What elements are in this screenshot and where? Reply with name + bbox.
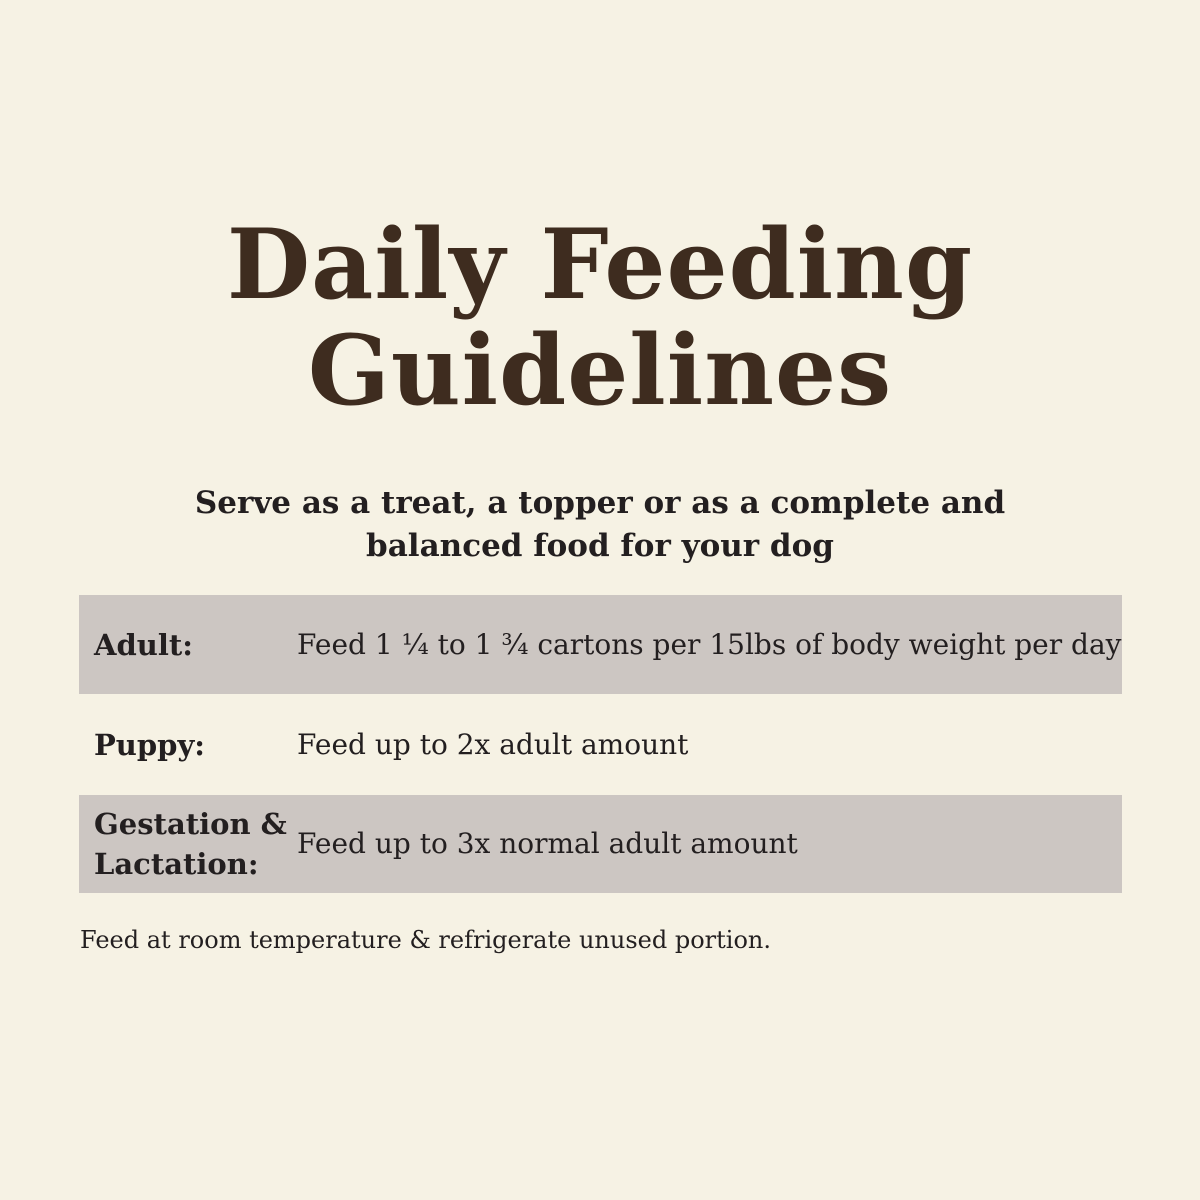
row-label-gestation-lactation <box>79 804 297 884</box>
subtitle-line-2: balanced food for your dog <box>366 528 834 564</box>
serving-subtitle <box>0 482 1200 568</box>
table-row-puppy <box>79 694 1122 795</box>
row-label-puppy <box>79 725 297 765</box>
row-label-line: Adult: <box>94 627 193 662</box>
row-instruction-adult: Feed 1 ¼ to 1 ¾ cartons per 15lbs of body weight per day <box>297 627 1122 661</box>
title-line-2: Guidelines <box>307 314 893 427</box>
storage-footnote: Feed at room temperature & refrigerate unused portion. <box>80 926 771 954</box>
row-label-line: Gestation & <box>94 807 287 841</box>
page-title <box>0 208 1200 427</box>
title-line-1: Daily Feeding <box>226 208 974 321</box>
row-label-adult <box>79 625 297 665</box>
row-label-line: Lactation: <box>94 847 259 881</box>
subtitle-line-1: Serve as a treat, a topper or as a complete and <box>194 485 1006 521</box>
row-instruction-gestation-lactation: Feed up to 3x normal adult amount <box>297 827 798 860</box>
feeding-table <box>79 595 1122 893</box>
table-row-adult <box>79 595 1122 694</box>
row-label-line: Puppy: <box>94 727 206 762</box>
row-instruction-puppy: Feed up to 2x adult amount <box>297 727 689 761</box>
table-row-gestation-lactation <box>79 795 1122 893</box>
